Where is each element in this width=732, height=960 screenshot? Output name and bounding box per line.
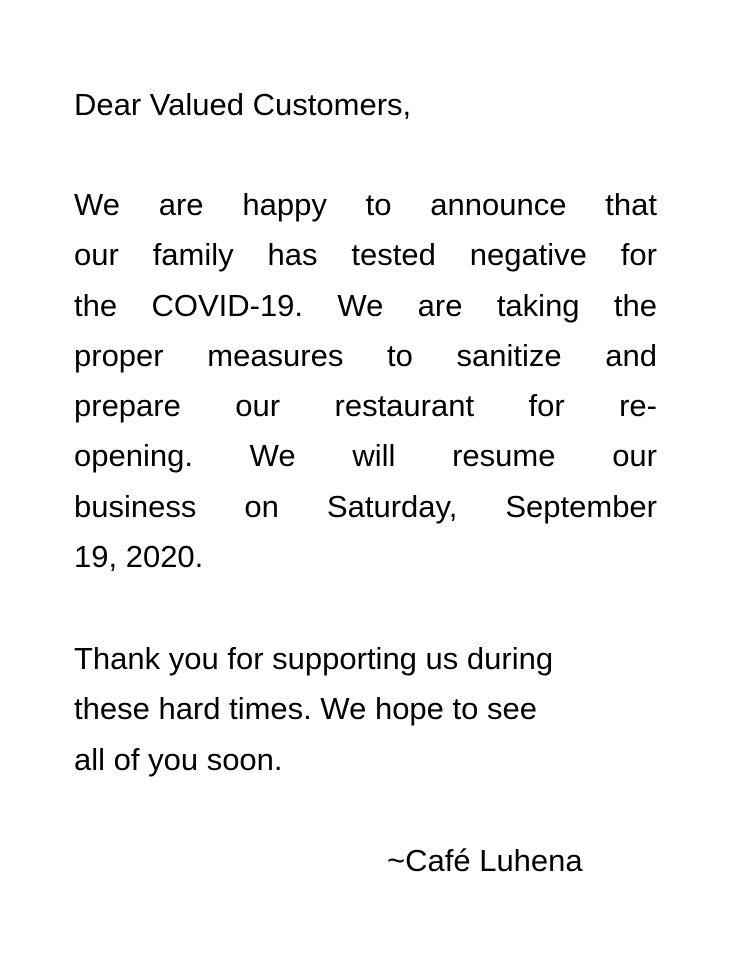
paragraph-line: all of you soon. [74, 741, 283, 777]
paragraph-line: opening. We will resume our [74, 438, 657, 474]
announcement-paragraph [74, 180, 657, 582]
salutation: Dear Valued Customers, [74, 87, 412, 122]
paragraph-line: the COVID-19. We are taking the [74, 287, 657, 323]
paragraph-line: prepare our restaurant for re- [74, 388, 657, 424]
paragraph-line: business on Saturday, September [74, 488, 657, 524]
paragraph-line: our family has tested negative for [74, 237, 657, 273]
paragraph-line: We are happy to announce that [74, 187, 657, 222]
paragraph-line: 19, 2020. [74, 539, 204, 575]
paragraph-line: Thank you for supporting us during [74, 641, 554, 676]
paragraph-line: proper measures to sanitize and [74, 337, 657, 373]
paragraph-line: these hard times. We hope to see [74, 691, 537, 727]
thank-you-paragraph [74, 634, 657, 785]
signature: ~Café Luhena [387, 843, 583, 878]
